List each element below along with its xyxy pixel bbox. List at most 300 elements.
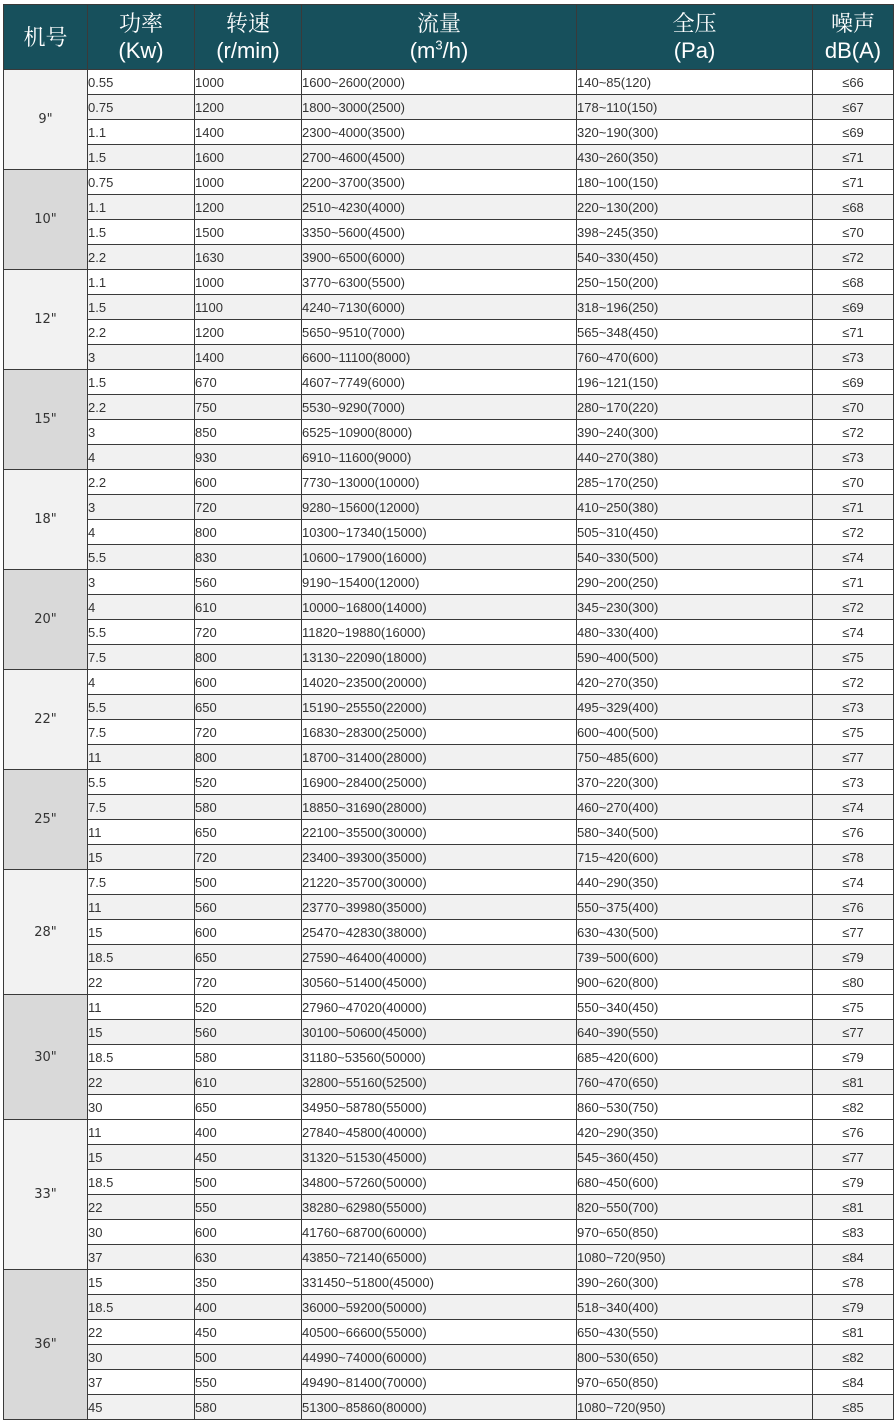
pressure-cell: 180~100(150) [577, 170, 813, 195]
table-row [4, 345, 894, 370]
noise-cell: ≤73 [813, 770, 894, 795]
pressure-cell: 280~170(220) [577, 395, 813, 420]
speed-cell: 800 [195, 520, 302, 545]
power-cell: 11 [88, 820, 195, 845]
power-cell: 15 [88, 920, 195, 945]
table-row [4, 1145, 894, 1170]
noise-cell: ≤68 [813, 270, 894, 295]
pressure-cell: 420~290(350) [577, 1120, 813, 1145]
noise-cell: ≤73 [813, 695, 894, 720]
flow-cell: 1800~3000(2500) [302, 95, 577, 120]
flow-cell: 38280~62980(55000) [302, 1195, 577, 1220]
speed-cell: 1600 [195, 145, 302, 170]
table-row [4, 1245, 894, 1270]
flow-cell: 23770~39980(35000) [302, 895, 577, 920]
flow-cell: 30100~50600(45000) [302, 1020, 577, 1045]
pressure-cell: 518~340(400) [577, 1295, 813, 1320]
noise-cell: ≤71 [813, 320, 894, 345]
speed-cell: 1200 [195, 195, 302, 220]
flow-cell: 331450~51800(45000) [302, 1270, 577, 1295]
noise-cell: ≤69 [813, 295, 894, 320]
power-cell: 22 [88, 1070, 195, 1095]
table-row [4, 1045, 894, 1070]
table-row [4, 1170, 894, 1195]
power-cell: 11 [88, 1120, 195, 1145]
noise-cell: ≤76 [813, 895, 894, 920]
pressure-cell: 820~550(700) [577, 1195, 813, 1220]
pressure-cell: 715~420(600) [577, 845, 813, 870]
flow-cell: 31180~53560(50000) [302, 1045, 577, 1070]
power-cell: 37 [88, 1245, 195, 1270]
power-cell: 1.5 [88, 295, 195, 320]
power-cell: 2.2 [88, 320, 195, 345]
table-row [4, 695, 894, 720]
noise-cell: ≤84 [813, 1245, 894, 1270]
table-row [4, 1070, 894, 1095]
speed-cell: 1200 [195, 95, 302, 120]
flow-cell: 15190~25550(22000) [302, 695, 577, 720]
pressure-cell: 430~260(350) [577, 145, 813, 170]
table-row [4, 595, 894, 620]
noise-cell: ≤75 [813, 645, 894, 670]
speed-cell: 550 [195, 1370, 302, 1395]
table-row [4, 395, 894, 420]
table-row [4, 170, 894, 195]
table-row [4, 770, 894, 795]
pressure-cell: 480~330(400) [577, 620, 813, 645]
speed-cell: 650 [195, 1095, 302, 1120]
noise-cell: ≤70 [813, 470, 894, 495]
flow-cell: 44990~74000(60000) [302, 1345, 577, 1370]
table-row [4, 370, 894, 395]
table-row [4, 195, 894, 220]
pressure-cell: 640~390(550) [577, 1020, 813, 1045]
speed-cell: 600 [195, 670, 302, 695]
power-cell: 18.5 [88, 945, 195, 970]
pressure-cell: 860~530(750) [577, 1095, 813, 1120]
pressure-cell: 460~270(400) [577, 795, 813, 820]
noise-cell: ≤71 [813, 570, 894, 595]
flow-cell: 5530~9290(7000) [302, 395, 577, 420]
pressure-cell: 600~400(500) [577, 720, 813, 745]
power-cell: 0.75 [88, 170, 195, 195]
flow-cell: 30560~51400(45000) [302, 970, 577, 995]
pressure-cell: 505~310(450) [577, 520, 813, 545]
noise-cell: ≤72 [813, 420, 894, 445]
power-cell: 3 [88, 570, 195, 595]
model-cell: 28" [4, 870, 88, 995]
speed-cell: 500 [195, 1170, 302, 1195]
flow-cell: 43850~72140(65000) [302, 1245, 577, 1270]
flow-cell: 31320~51530(45000) [302, 1145, 577, 1170]
flow-cell: 22100~35500(30000) [302, 820, 577, 845]
power-cell: 0.75 [88, 95, 195, 120]
power-cell: 3 [88, 495, 195, 520]
noise-cell: ≤81 [813, 1320, 894, 1345]
noise-cell: ≤74 [813, 795, 894, 820]
speed-cell: 800 [195, 645, 302, 670]
pressure-cell: 178~110(150) [577, 95, 813, 120]
noise-cell: ≤78 [813, 1270, 894, 1295]
speed-cell: 610 [195, 595, 302, 620]
speed-cell: 550 [195, 1195, 302, 1220]
speed-cell: 580 [195, 795, 302, 820]
noise-cell: ≤71 [813, 495, 894, 520]
power-cell: 30 [88, 1220, 195, 1245]
flow-cell: 14020~23500(20000) [302, 670, 577, 695]
table-row [4, 1270, 894, 1295]
pressure-cell: 250~150(200) [577, 270, 813, 295]
pressure-cell: 440~270(380) [577, 445, 813, 470]
flow-cell: 9190~15400(12000) [302, 570, 577, 595]
pressure-cell: 800~530(650) [577, 1345, 813, 1370]
noise-cell: ≤78 [813, 845, 894, 870]
noise-cell: ≤85 [813, 1395, 894, 1420]
power-cell: 18.5 [88, 1045, 195, 1070]
pressure-cell: 1080~720(950) [577, 1245, 813, 1270]
pressure-cell: 680~450(600) [577, 1170, 813, 1195]
speed-cell: 560 [195, 1020, 302, 1045]
noise-cell: ≤79 [813, 1295, 894, 1320]
fan-spec-table [3, 4, 894, 1420]
power-cell: 15 [88, 1270, 195, 1295]
power-cell: 15 [88, 845, 195, 870]
header-power-unit: (Kw) [118, 38, 164, 63]
pressure-cell: 398~245(350) [577, 220, 813, 245]
pressure-cell: 900~620(800) [577, 970, 813, 995]
speed-cell: 520 [195, 995, 302, 1020]
noise-cell: ≤69 [813, 120, 894, 145]
noise-cell: ≤79 [813, 1045, 894, 1070]
pressure-cell: 390~260(300) [577, 1270, 813, 1295]
power-cell: 1.1 [88, 195, 195, 220]
flow-cell: 9280~15600(12000) [302, 495, 577, 520]
table-row [4, 295, 894, 320]
noise-cell: ≤73 [813, 345, 894, 370]
pressure-cell: 410~250(380) [577, 495, 813, 520]
flow-cell: 16830~28300(25000) [302, 720, 577, 745]
pressure-cell: 545~360(450) [577, 1145, 813, 1170]
power-cell: 1.5 [88, 220, 195, 245]
noise-cell: ≤77 [813, 1020, 894, 1045]
table-row [4, 220, 894, 245]
table-row [4, 645, 894, 670]
speed-cell: 560 [195, 570, 302, 595]
table-row [4, 120, 894, 145]
power-cell: 30 [88, 1345, 195, 1370]
noise-cell: ≤73 [813, 445, 894, 470]
table-row [4, 145, 894, 170]
speed-cell: 720 [195, 720, 302, 745]
speed-cell: 1500 [195, 220, 302, 245]
noise-cell: ≤72 [813, 520, 894, 545]
flow-cell: 23400~39300(35000) [302, 845, 577, 870]
header-speed-unit: (r/min) [216, 38, 280, 63]
power-cell: 22 [88, 970, 195, 995]
flow-cell: 6600~11100(8000) [302, 345, 577, 370]
noise-cell: ≤79 [813, 1170, 894, 1195]
noise-cell: ≤77 [813, 920, 894, 945]
model-cell: 9" [4, 70, 88, 170]
noise-cell: ≤70 [813, 220, 894, 245]
noise-cell: ≤74 [813, 620, 894, 645]
power-cell: 15 [88, 1145, 195, 1170]
pressure-cell: 970~650(850) [577, 1370, 813, 1395]
speed-cell: 850 [195, 420, 302, 445]
noise-cell: ≤82 [813, 1095, 894, 1120]
noise-cell: ≤68 [813, 195, 894, 220]
pressure-cell: 685~420(600) [577, 1045, 813, 1070]
pressure-cell: 320~190(300) [577, 120, 813, 145]
pressure-cell: 390~240(300) [577, 420, 813, 445]
power-cell: 18.5 [88, 1295, 195, 1320]
table-row [4, 470, 894, 495]
flow-cell: 27840~45800(40000) [302, 1120, 577, 1145]
power-cell: 2.2 [88, 395, 195, 420]
power-cell: 15 [88, 1020, 195, 1045]
flow-cell: 2200~3700(3500) [302, 170, 577, 195]
header-flow-unit-post: /h) [442, 38, 469, 63]
flow-cell: 2510~4230(4000) [302, 195, 577, 220]
flow-cell: 10300~17340(15000) [302, 520, 577, 545]
power-cell: 5.5 [88, 695, 195, 720]
power-cell: 0.55 [88, 70, 195, 95]
speed-cell: 600 [195, 470, 302, 495]
noise-cell: ≤71 [813, 145, 894, 170]
model-cell: 36" [4, 1270, 88, 1420]
flow-cell: 10600~17900(16000) [302, 545, 577, 570]
speed-cell: 600 [195, 1220, 302, 1245]
speed-cell: 720 [195, 970, 302, 995]
speed-cell: 1200 [195, 320, 302, 345]
flow-cell: 18700~31400(28000) [302, 745, 577, 770]
table-row [4, 620, 894, 645]
speed-cell: 580 [195, 1045, 302, 1070]
power-cell: 7.5 [88, 795, 195, 820]
table-row [4, 1395, 894, 1420]
speed-cell: 400 [195, 1295, 302, 1320]
flow-cell: 1600~2600(2000) [302, 70, 577, 95]
header-pressure-unit: (Pa) [673, 38, 716, 63]
pressure-cell: 630~430(500) [577, 920, 813, 945]
speed-cell: 750 [195, 395, 302, 420]
flow-cell: 7730~13000(10000) [302, 470, 577, 495]
speed-cell: 630 [195, 1245, 302, 1270]
speed-cell: 580 [195, 1395, 302, 1420]
header-model [4, 5, 88, 70]
header-flow-unit [302, 37, 576, 64]
speed-cell: 600 [195, 920, 302, 945]
flow-cell: 40500~66600(55000) [302, 1320, 577, 1345]
model-cell: 18" [4, 470, 88, 570]
pressure-cell: 550~340(450) [577, 995, 813, 1020]
table-row [4, 1320, 894, 1345]
header-speed-name: 转速 [225, 11, 270, 36]
header-pressure-name: 全压 [672, 11, 717, 36]
header-noise-unit: dB(A) [824, 38, 882, 63]
speed-cell: 830 [195, 545, 302, 570]
header-flow-unit-sup: 3 [435, 37, 443, 53]
speed-cell: 650 [195, 820, 302, 845]
speed-cell: 450 [195, 1145, 302, 1170]
pressure-cell: 750~485(600) [577, 745, 813, 770]
noise-cell: ≤83 [813, 1220, 894, 1245]
power-cell: 11 [88, 745, 195, 770]
table-row [4, 720, 894, 745]
table-row [4, 820, 894, 845]
flow-cell: 27960~47020(40000) [302, 995, 577, 1020]
table-row [4, 270, 894, 295]
pressure-cell: 285~170(250) [577, 470, 813, 495]
table-row [4, 795, 894, 820]
table-row [4, 670, 894, 695]
flow-cell: 4607~7749(6000) [302, 370, 577, 395]
power-cell: 4 [88, 670, 195, 695]
table-row [4, 1370, 894, 1395]
model-cell: 33" [4, 1120, 88, 1270]
pressure-cell: 590~400(500) [577, 645, 813, 670]
model-cell: 25" [4, 770, 88, 870]
pressure-cell: 1080~720(950) [577, 1395, 813, 1420]
model-cell: 15" [4, 370, 88, 470]
flow-cell: 6525~10900(8000) [302, 420, 577, 445]
power-cell: 11 [88, 895, 195, 920]
speed-cell: 1100 [195, 295, 302, 320]
flow-cell: 41760~68700(60000) [302, 1220, 577, 1245]
table-row [4, 970, 894, 995]
table-row [4, 495, 894, 520]
speed-cell: 500 [195, 870, 302, 895]
header-power [88, 5, 195, 70]
table-row [4, 520, 894, 545]
model-cell: 22" [4, 670, 88, 770]
power-cell: 18.5 [88, 1170, 195, 1195]
noise-cell: ≤76 [813, 820, 894, 845]
speed-cell: 650 [195, 945, 302, 970]
pressure-cell: 440~290(350) [577, 870, 813, 895]
pressure-cell: 220~130(200) [577, 195, 813, 220]
flow-cell: 6910~11600(9000) [302, 445, 577, 470]
speed-cell: 930 [195, 445, 302, 470]
table-row [4, 920, 894, 945]
table-row [4, 545, 894, 570]
pressure-cell: 540~330(500) [577, 545, 813, 570]
table-row [4, 870, 894, 895]
noise-cell: ≤72 [813, 595, 894, 620]
header-pressure [577, 5, 813, 70]
model-cell: 30" [4, 995, 88, 1120]
flow-cell: 18850~31690(28000) [302, 795, 577, 820]
speed-cell: 1400 [195, 345, 302, 370]
noise-cell: ≤81 [813, 1070, 894, 1095]
table-row [4, 945, 894, 970]
speed-cell: 560 [195, 895, 302, 920]
noise-cell: ≤77 [813, 1145, 894, 1170]
pressure-cell: 370~220(300) [577, 770, 813, 795]
table-body [4, 70, 894, 1420]
table-row [4, 1220, 894, 1245]
speed-cell: 650 [195, 695, 302, 720]
flow-cell: 3770~6300(5500) [302, 270, 577, 295]
pressure-cell: 140~85(120) [577, 70, 813, 95]
power-cell: 7.5 [88, 720, 195, 745]
power-cell: 7.5 [88, 870, 195, 895]
noise-cell: ≤80 [813, 970, 894, 995]
pressure-cell: 739~500(600) [577, 945, 813, 970]
table-row [4, 570, 894, 595]
pressure-cell: 420~270(350) [577, 670, 813, 695]
noise-cell: ≤76 [813, 1120, 894, 1145]
power-cell: 4 [88, 520, 195, 545]
power-cell: 30 [88, 1095, 195, 1120]
table-row [4, 1020, 894, 1045]
table-row [4, 745, 894, 770]
speed-cell: 1000 [195, 270, 302, 295]
header-speed [195, 5, 302, 70]
pressure-cell: 970~650(850) [577, 1220, 813, 1245]
speed-cell: 1000 [195, 170, 302, 195]
header-flow [302, 5, 577, 70]
flow-cell: 34950~58780(55000) [302, 1095, 577, 1120]
pressure-cell: 650~430(550) [577, 1320, 813, 1345]
flow-cell: 2700~4600(4500) [302, 145, 577, 170]
speed-cell: 520 [195, 770, 302, 795]
speed-cell: 1630 [195, 245, 302, 270]
pressure-cell: 580~340(500) [577, 820, 813, 845]
table-row [4, 845, 894, 870]
noise-cell: ≤72 [813, 245, 894, 270]
speed-cell: 1400 [195, 120, 302, 145]
power-cell: 2.2 [88, 470, 195, 495]
table-row [4, 95, 894, 120]
flow-cell: 25470~42830(38000) [302, 920, 577, 945]
speed-cell: 670 [195, 370, 302, 395]
noise-cell: ≤81 [813, 1195, 894, 1220]
noise-cell: ≤79 [813, 945, 894, 970]
noise-cell: ≤66 [813, 70, 894, 95]
flow-cell: 34800~57260(50000) [302, 1170, 577, 1195]
flow-cell: 5650~9510(7000) [302, 320, 577, 345]
noise-cell: ≤69 [813, 370, 894, 395]
power-cell: 22 [88, 1195, 195, 1220]
pressure-cell: 196~121(150) [577, 370, 813, 395]
pressure-cell: 345~230(300) [577, 595, 813, 620]
pressure-cell: 318~196(250) [577, 295, 813, 320]
noise-cell: ≤74 [813, 545, 894, 570]
power-cell: 4 [88, 445, 195, 470]
flow-cell: 36000~59200(50000) [302, 1295, 577, 1320]
table-row [4, 1295, 894, 1320]
table-row [4, 445, 894, 470]
power-cell: 1.5 [88, 145, 195, 170]
header-power-name: 功率 [118, 11, 163, 36]
power-cell: 45 [88, 1395, 195, 1420]
noise-cell: ≤72 [813, 670, 894, 695]
pressure-cell: 540~330(450) [577, 245, 813, 270]
power-cell: 37 [88, 1370, 195, 1395]
flow-cell: 13130~22090(18000) [302, 645, 577, 670]
noise-cell: ≤74 [813, 870, 894, 895]
flow-cell: 3350~5600(4500) [302, 220, 577, 245]
pressure-cell: 565~348(450) [577, 320, 813, 345]
noise-cell: ≤71 [813, 170, 894, 195]
power-cell: 4 [88, 595, 195, 620]
power-cell: 5.5 [88, 545, 195, 570]
noise-cell: ≤67 [813, 95, 894, 120]
power-cell: 5.5 [88, 620, 195, 645]
header-noise-name: 噪声 [830, 11, 875, 36]
flow-cell: 27590~46400(40000) [302, 945, 577, 970]
